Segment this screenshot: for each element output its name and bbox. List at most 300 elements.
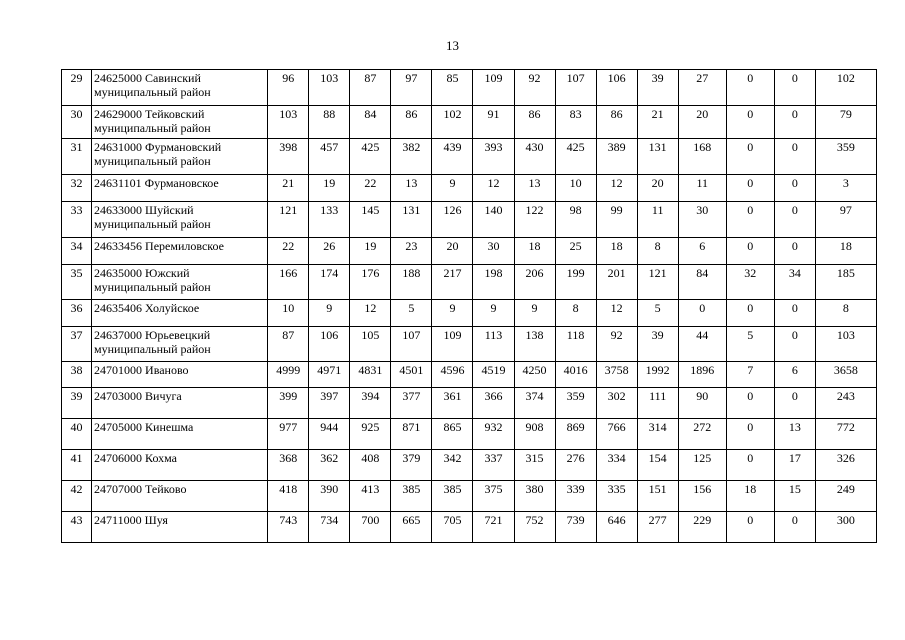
value: 0 [747,513,754,527]
value-cell [268,388,309,419]
value-cell [309,327,350,362]
value: 105 [361,328,380,342]
value: 772 [836,420,855,434]
value-cell [514,300,555,327]
value-cell [726,265,774,300]
value-cell [514,362,555,388]
territory-name: 24635406 Холуйское [94,301,200,315]
value-cell [774,139,815,175]
value-cell [596,175,637,202]
value-cell [596,481,637,512]
value: 84 [696,266,709,280]
territory-name: 24637000 Юрьевецкий муниципальный район [94,328,211,356]
value: 9 [531,301,538,315]
value: 26 [323,239,336,253]
value: 4501 [399,363,424,377]
value: 398 [279,140,298,154]
value: 174 [320,266,339,280]
territory-name: 24633456 Перемиловское [94,239,224,253]
value: 865 [443,420,462,434]
value: 425 [566,140,585,154]
value-cell [391,362,432,388]
value-cell [555,327,596,362]
row-number-cell [62,419,92,450]
value-cell [309,419,350,450]
value: 30 [487,239,500,253]
value-cell [432,450,473,481]
value-cell [391,300,432,327]
value: 302 [607,389,626,403]
territory-name: 24631000 Фурмановский муниципальный район [94,140,222,168]
value-cell [774,238,815,265]
value: 4831 [358,363,383,377]
table-row [62,300,877,327]
territory-name-cell [92,139,268,175]
value-cell [726,362,774,388]
value-cell [678,300,726,327]
value: 97 [839,203,852,217]
value: 185 [836,266,855,280]
value: 0 [747,301,754,315]
value: 335 [607,482,626,496]
value-cell [637,450,678,481]
value-cell [637,388,678,419]
value: 925 [361,420,380,434]
value: 380 [525,482,544,496]
territory-name-cell [92,175,268,202]
value-cell [473,388,514,419]
value: 106 [320,328,339,342]
value: 8 [654,239,661,253]
value: 3 [842,176,849,190]
value-cell [815,450,876,481]
value-cell [815,202,876,238]
value-cell [514,388,555,419]
value-cell [391,388,432,419]
value-cell [514,202,555,238]
value-cell [350,139,391,175]
value: 206 [525,266,544,280]
value: 4596 [440,363,465,377]
value-cell [596,265,637,300]
value: 131 [402,203,421,217]
table-row [62,481,877,512]
value: 766 [607,420,626,434]
value-cell [391,238,432,265]
value-cell [432,388,473,419]
value-cell [432,202,473,238]
value: 106 [607,71,626,85]
value: 397 [320,389,339,403]
value-cell [815,481,876,512]
value: 871 [402,420,421,434]
value-cell [350,362,391,388]
value: 277 [648,513,667,527]
value: 0 [747,140,754,154]
value: 389 [607,140,626,154]
value: 0 [791,203,798,217]
value-cell [637,512,678,543]
territory-name: 24631101 Фурмановское [94,176,219,190]
value: 39 [651,328,664,342]
value-cell [473,70,514,106]
value-cell [473,202,514,238]
value: 4519 [481,363,506,377]
value: 140 [484,203,503,217]
value-cell [514,450,555,481]
value: 145 [361,203,380,217]
value: 11 [651,203,664,217]
value-cell [391,202,432,238]
value: 23 [405,239,418,253]
value-cell [596,450,637,481]
territory-name: 24629000 Тейковский муниципальный район [94,107,211,135]
value: 908 [525,420,544,434]
value-cell [637,202,678,238]
value: 166 [279,266,298,280]
table-row [62,327,877,362]
territory-name-cell [92,419,268,450]
value-cell [637,481,678,512]
value-cell [596,202,637,238]
value-cell [555,362,596,388]
value-cell [473,139,514,175]
territory-name-cell [92,481,268,512]
value-cell [432,481,473,512]
value-cell [268,450,309,481]
value-cell [678,106,726,139]
value: 5 [408,301,415,315]
value: 25 [569,239,582,253]
value-cell [815,419,876,450]
value: 122 [525,203,544,217]
row-number: 32 [70,176,83,190]
value: 300 [836,513,855,527]
value: 103 [836,328,855,342]
table-row [62,139,877,175]
value-cell [815,300,876,327]
value-cell [350,106,391,139]
value: 334 [607,451,626,465]
row-number-cell [62,327,92,362]
value-cell [726,175,774,202]
value: 92 [610,328,623,342]
value: 131 [648,140,667,154]
territory-name-cell [92,70,268,106]
value: 9 [449,176,456,190]
value: 10 [282,301,295,315]
value: 5 [747,328,754,342]
value: 5 [654,301,661,315]
value: 39 [651,71,664,85]
value-cell [678,450,726,481]
value-cell [555,388,596,419]
value-cell [774,70,815,106]
value-cell [391,450,432,481]
row-number: 41 [70,451,83,465]
table-row [62,175,877,202]
value: 22 [364,176,377,190]
value-cell [596,362,637,388]
value-cell [391,175,432,202]
value-cell [268,481,309,512]
value-cell [774,175,815,202]
value: 0 [791,513,798,527]
value-cell [555,238,596,265]
value: 457 [320,140,339,154]
value-cell [555,512,596,543]
value-cell [678,238,726,265]
value-cell [432,512,473,543]
value: 30 [696,203,709,217]
value: 34 [788,266,801,280]
value: 359 [566,389,585,403]
value-cell [815,362,876,388]
value: 198 [484,266,503,280]
value-cell [268,139,309,175]
value-cell [514,481,555,512]
value: 12 [487,176,500,190]
table-row [62,202,877,238]
value-cell [678,265,726,300]
value-cell [350,450,391,481]
value: 399 [279,389,298,403]
value-cell [774,388,815,419]
value-cell [432,238,473,265]
value-cell [774,362,815,388]
value-cell [268,70,309,106]
value: 229 [693,513,712,527]
value-cell [555,265,596,300]
row-number-cell [62,481,92,512]
value-cell [309,175,350,202]
value-cell [350,70,391,106]
value-cell [815,106,876,139]
value-cell [350,300,391,327]
row-number-cell [62,300,92,327]
value: 646 [607,513,626,527]
value-cell [391,265,432,300]
value-cell [268,512,309,543]
value: 9 [326,301,333,315]
value: 79 [839,107,852,121]
value-cell [815,238,876,265]
value-cell [391,139,432,175]
value-cell [473,327,514,362]
value-cell [815,175,876,202]
value: 188 [402,266,421,280]
value: 13 [405,176,418,190]
value-cell [432,362,473,388]
value: 0 [747,203,754,217]
row-number: 37 [70,328,83,342]
value-cell [555,300,596,327]
value: 12 [610,176,623,190]
value: 3758 [604,363,629,377]
value: 0 [791,140,798,154]
value-cell [514,238,555,265]
value: 314 [648,420,667,434]
territory-name-cell [92,388,268,419]
value: 125 [693,451,712,465]
territory-name-cell [92,106,268,139]
value-cell [774,450,815,481]
value: 217 [443,266,462,280]
value-cell [726,238,774,265]
table-row [62,512,877,543]
value-cell [555,175,596,202]
row-number: 40 [70,420,83,434]
value-cell [596,139,637,175]
value-cell [432,419,473,450]
value: 0 [699,301,706,315]
value: 0 [791,176,798,190]
value-cell [555,419,596,450]
value: 22 [282,239,295,253]
row-number: 36 [70,301,83,315]
value-cell [309,265,350,300]
value-cell [637,265,678,300]
value: 18 [610,239,623,253]
table-row [62,106,877,139]
value: 3658 [833,363,858,377]
value: 4971 [317,363,342,377]
value-cell [726,327,774,362]
value: 0 [791,107,798,121]
value: 0 [747,176,754,190]
value: 18 [839,239,852,253]
value: 15 [788,482,801,496]
value: 20 [696,107,709,121]
value: 339 [566,482,585,496]
value: 83 [569,107,582,121]
value: 734 [320,513,339,527]
value: 315 [525,451,544,465]
value-cell [637,175,678,202]
value-cell [268,419,309,450]
value-cell [268,202,309,238]
value-cell [596,327,637,362]
territory-name: 24703000 Вичуга [94,389,182,403]
value-cell [774,202,815,238]
value-cell [726,450,774,481]
value-cell [473,106,514,139]
row-number-cell [62,388,92,419]
value: 86 [405,107,418,121]
value: 1896 [690,363,715,377]
value: 19 [364,239,377,253]
value: 88 [323,107,336,121]
value: 418 [279,482,298,496]
value: 413 [361,482,380,496]
value-cell [596,419,637,450]
value-cell [726,481,774,512]
value-cell [637,362,678,388]
row-number: 34 [70,239,83,253]
value: 8 [572,301,579,315]
value-cell [473,362,514,388]
value-cell [774,106,815,139]
value: 98 [569,203,582,217]
value-cell [637,327,678,362]
value: 201 [607,266,626,280]
value: 700 [361,513,380,527]
value: 9 [490,301,497,315]
value: 11 [696,176,708,190]
value: 362 [320,451,339,465]
value-cell [268,265,309,300]
value: 705 [443,513,462,527]
value: 743 [279,513,298,527]
value-cell [309,70,350,106]
value: 0 [791,239,798,253]
value-cell [432,106,473,139]
value: 368 [279,451,298,465]
value: 103 [320,71,339,85]
value-cell [309,512,350,543]
value-cell [391,106,432,139]
value: 249 [836,482,855,496]
row-number: 31 [70,140,83,154]
value-cell [350,175,391,202]
value-cell [432,139,473,175]
value-cell [678,419,726,450]
value-cell [774,265,815,300]
value: 44 [696,328,709,342]
value: 199 [566,266,585,280]
value: 0 [791,301,798,315]
value-cell [774,419,815,450]
value: 337 [484,451,503,465]
value: 326 [836,451,855,465]
value-cell [514,70,555,106]
territory-name-cell [92,362,268,388]
value-cell [726,139,774,175]
value-cell [678,139,726,175]
value-cell [596,388,637,419]
territory-name: 24625000 Савинский муниципальный район [94,71,211,99]
territory-name: 24633000 Шуйский муниципальный район [94,203,211,231]
value-cell [309,139,350,175]
value: 276 [566,451,585,465]
value: 359 [836,140,855,154]
value: 111 [649,389,667,403]
value-cell [432,327,473,362]
value: 7 [747,363,754,377]
row-number: 35 [70,266,83,280]
value: 109 [484,71,503,85]
territory-name: 24706000 Кохма [94,451,177,465]
value: 6 [791,363,798,377]
value-cell [473,175,514,202]
value: 377 [402,389,421,403]
territory-name-cell [92,238,268,265]
value-cell [678,512,726,543]
value-cell [309,388,350,419]
value-cell [432,265,473,300]
value-cell [726,419,774,450]
value-cell [309,450,350,481]
value-cell [350,419,391,450]
value-cell [637,139,678,175]
value: 151 [648,482,667,496]
value-cell [726,300,774,327]
value-cell [678,481,726,512]
value-cell [774,512,815,543]
table-row [62,70,877,106]
row-number: 30 [70,107,83,121]
territory-name: 24635000 Южский муниципальный район [94,266,211,294]
